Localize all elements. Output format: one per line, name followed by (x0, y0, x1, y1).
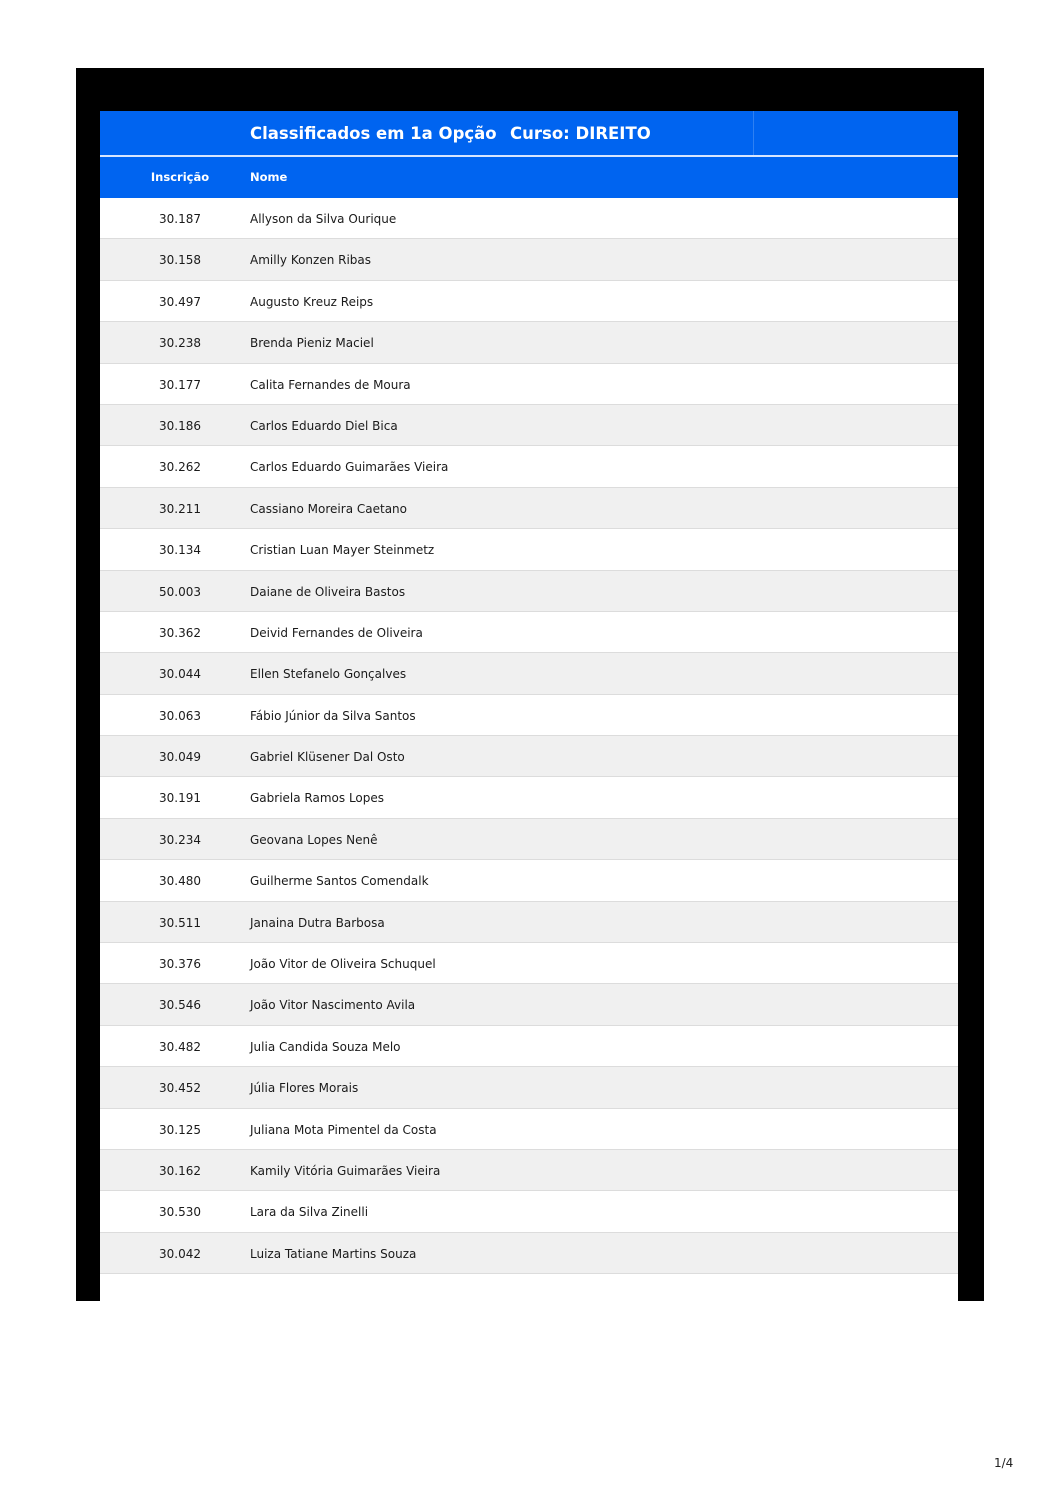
cell-nome: Lara da Silva Zinelli (250, 1205, 369, 1220)
cell-inscricao: 30.186 (159, 418, 201, 433)
cell-nome: Gabriela Ramos Lopes (250, 791, 385, 806)
cell-inscricao: 30.511 (159, 915, 201, 930)
table-title-bar (100, 111, 958, 155)
cell-nome: Amilly Konzen Ribas (250, 253, 372, 268)
cell-inscricao: 30.234 (159, 832, 201, 847)
table-row (100, 1191, 958, 1232)
cell-inscricao: 30.452 (159, 1081, 201, 1096)
table-row (100, 281, 958, 322)
cell-nome: Daiane de Oliveira Bastos (250, 584, 406, 599)
table-row (100, 777, 958, 818)
cell-nome: Guilherme Santos Comendalk (250, 874, 429, 889)
cell-inscricao: 30.125 (159, 1122, 201, 1137)
cell-nome: Cristian Luan Mayer Steinmetz (250, 543, 435, 558)
cell-nome: Brenda Pieniz Maciel (250, 336, 374, 351)
table-row (100, 1067, 958, 1108)
cell-nome: Deivid Fernandes de Oliveira (250, 625, 423, 640)
cell-inscricao: 30.211 (159, 501, 201, 516)
cell-inscricao: 30.134 (159, 543, 201, 558)
cell-nome: Júlia Flores Morais (250, 1081, 359, 1096)
cell-inscricao: 30.482 (159, 1039, 201, 1054)
table-row (100, 364, 958, 405)
cell-inscricao: 30.158 (159, 253, 201, 268)
cell-nome: Geovana Lopes Nenê (250, 832, 378, 847)
table-row (100, 529, 958, 570)
table-row (100, 1233, 958, 1274)
column-header-nome: Nome (250, 170, 288, 184)
table-row (100, 943, 958, 984)
cell-inscricao: 30.042 (159, 1246, 201, 1261)
cell-inscricao: 30.049 (159, 750, 201, 765)
cell-inscricao: 50.003 (159, 584, 201, 599)
cell-nome: Ellen Stefanelo Gonçalves (250, 667, 407, 682)
cell-nome: Fábio Júnior da Silva Santos (250, 708, 416, 723)
cell-inscricao: 30.262 (159, 460, 201, 475)
cell-inscricao: 30.376 (159, 957, 201, 972)
table-row (100, 819, 958, 860)
table-row (100, 198, 958, 239)
cell-inscricao: 30.362 (159, 625, 201, 640)
cell-nome: Calita Fernandes de Moura (250, 377, 411, 392)
cell-nome: Janaina Dutra Barbosa (250, 915, 385, 930)
table-row (100, 446, 958, 487)
table-row (100, 405, 958, 446)
course-label: Curso: DIREITO (510, 124, 651, 143)
cell-nome: Cassiano Moreira Caetano (250, 501, 407, 516)
column-header-inscricao: Inscrição (150, 170, 210, 184)
table-row (100, 239, 958, 280)
table-row (100, 902, 958, 943)
cell-nome: João Vitor Nascimento Avila (250, 998, 416, 1013)
cell-nome: Carlos Eduardo Guimarães Vieira (250, 460, 449, 475)
table-row (100, 1109, 958, 1150)
table-row (100, 653, 958, 694)
table-body (100, 198, 958, 1274)
cell-inscricao: 30.044 (159, 667, 201, 682)
table-row (100, 488, 958, 529)
cell-nome: Juliana Mota Pimentel da Costa (250, 1122, 437, 1137)
cell-inscricao: 30.546 (159, 998, 201, 1013)
table-row (100, 571, 958, 612)
cell-nome: Luiza Tatiane Martins Souza (250, 1246, 417, 1261)
cell-inscricao: 30.238 (159, 336, 201, 351)
table-row (100, 322, 958, 363)
table-row (100, 736, 958, 777)
table-row (100, 860, 958, 901)
table-row (100, 612, 958, 653)
results-table (100, 111, 958, 1301)
cell-nome: Kamily Vitória Guimarães Vieira (250, 1163, 441, 1178)
cell-inscricao: 30.187 (159, 212, 201, 226)
cell-inscricao: 30.162 (159, 1163, 201, 1178)
table-row (100, 1026, 958, 1067)
cell-nome: Gabriel Klüsener Dal Osto (250, 750, 405, 765)
cell-inscricao: 30.177 (159, 377, 201, 392)
table-title: Classificados em 1a Opção (250, 124, 497, 143)
cell-nome: Carlos Eduardo Diel Bica (250, 418, 398, 433)
cell-inscricao: 30.480 (159, 874, 201, 889)
cell-nome: João Vitor de Oliveira Schuquel (250, 957, 436, 972)
cell-nome: Allyson da Silva Ourique (250, 212, 397, 226)
column-header-row (100, 157, 958, 198)
page-number: 1/4 (994, 1456, 1014, 1470)
table-row (100, 984, 958, 1025)
cell-nome: Julia Candida Souza Melo (250, 1039, 401, 1054)
cell-inscricao: 30.191 (159, 791, 201, 806)
table-row (100, 695, 958, 736)
cell-inscricao: 30.497 (159, 294, 201, 309)
cell-inscricao: 30.530 (159, 1205, 201, 1220)
cell-nome: Augusto Kreuz Reips (250, 294, 374, 309)
table-row (100, 1150, 958, 1191)
cell-inscricao: 30.063 (159, 708, 201, 723)
